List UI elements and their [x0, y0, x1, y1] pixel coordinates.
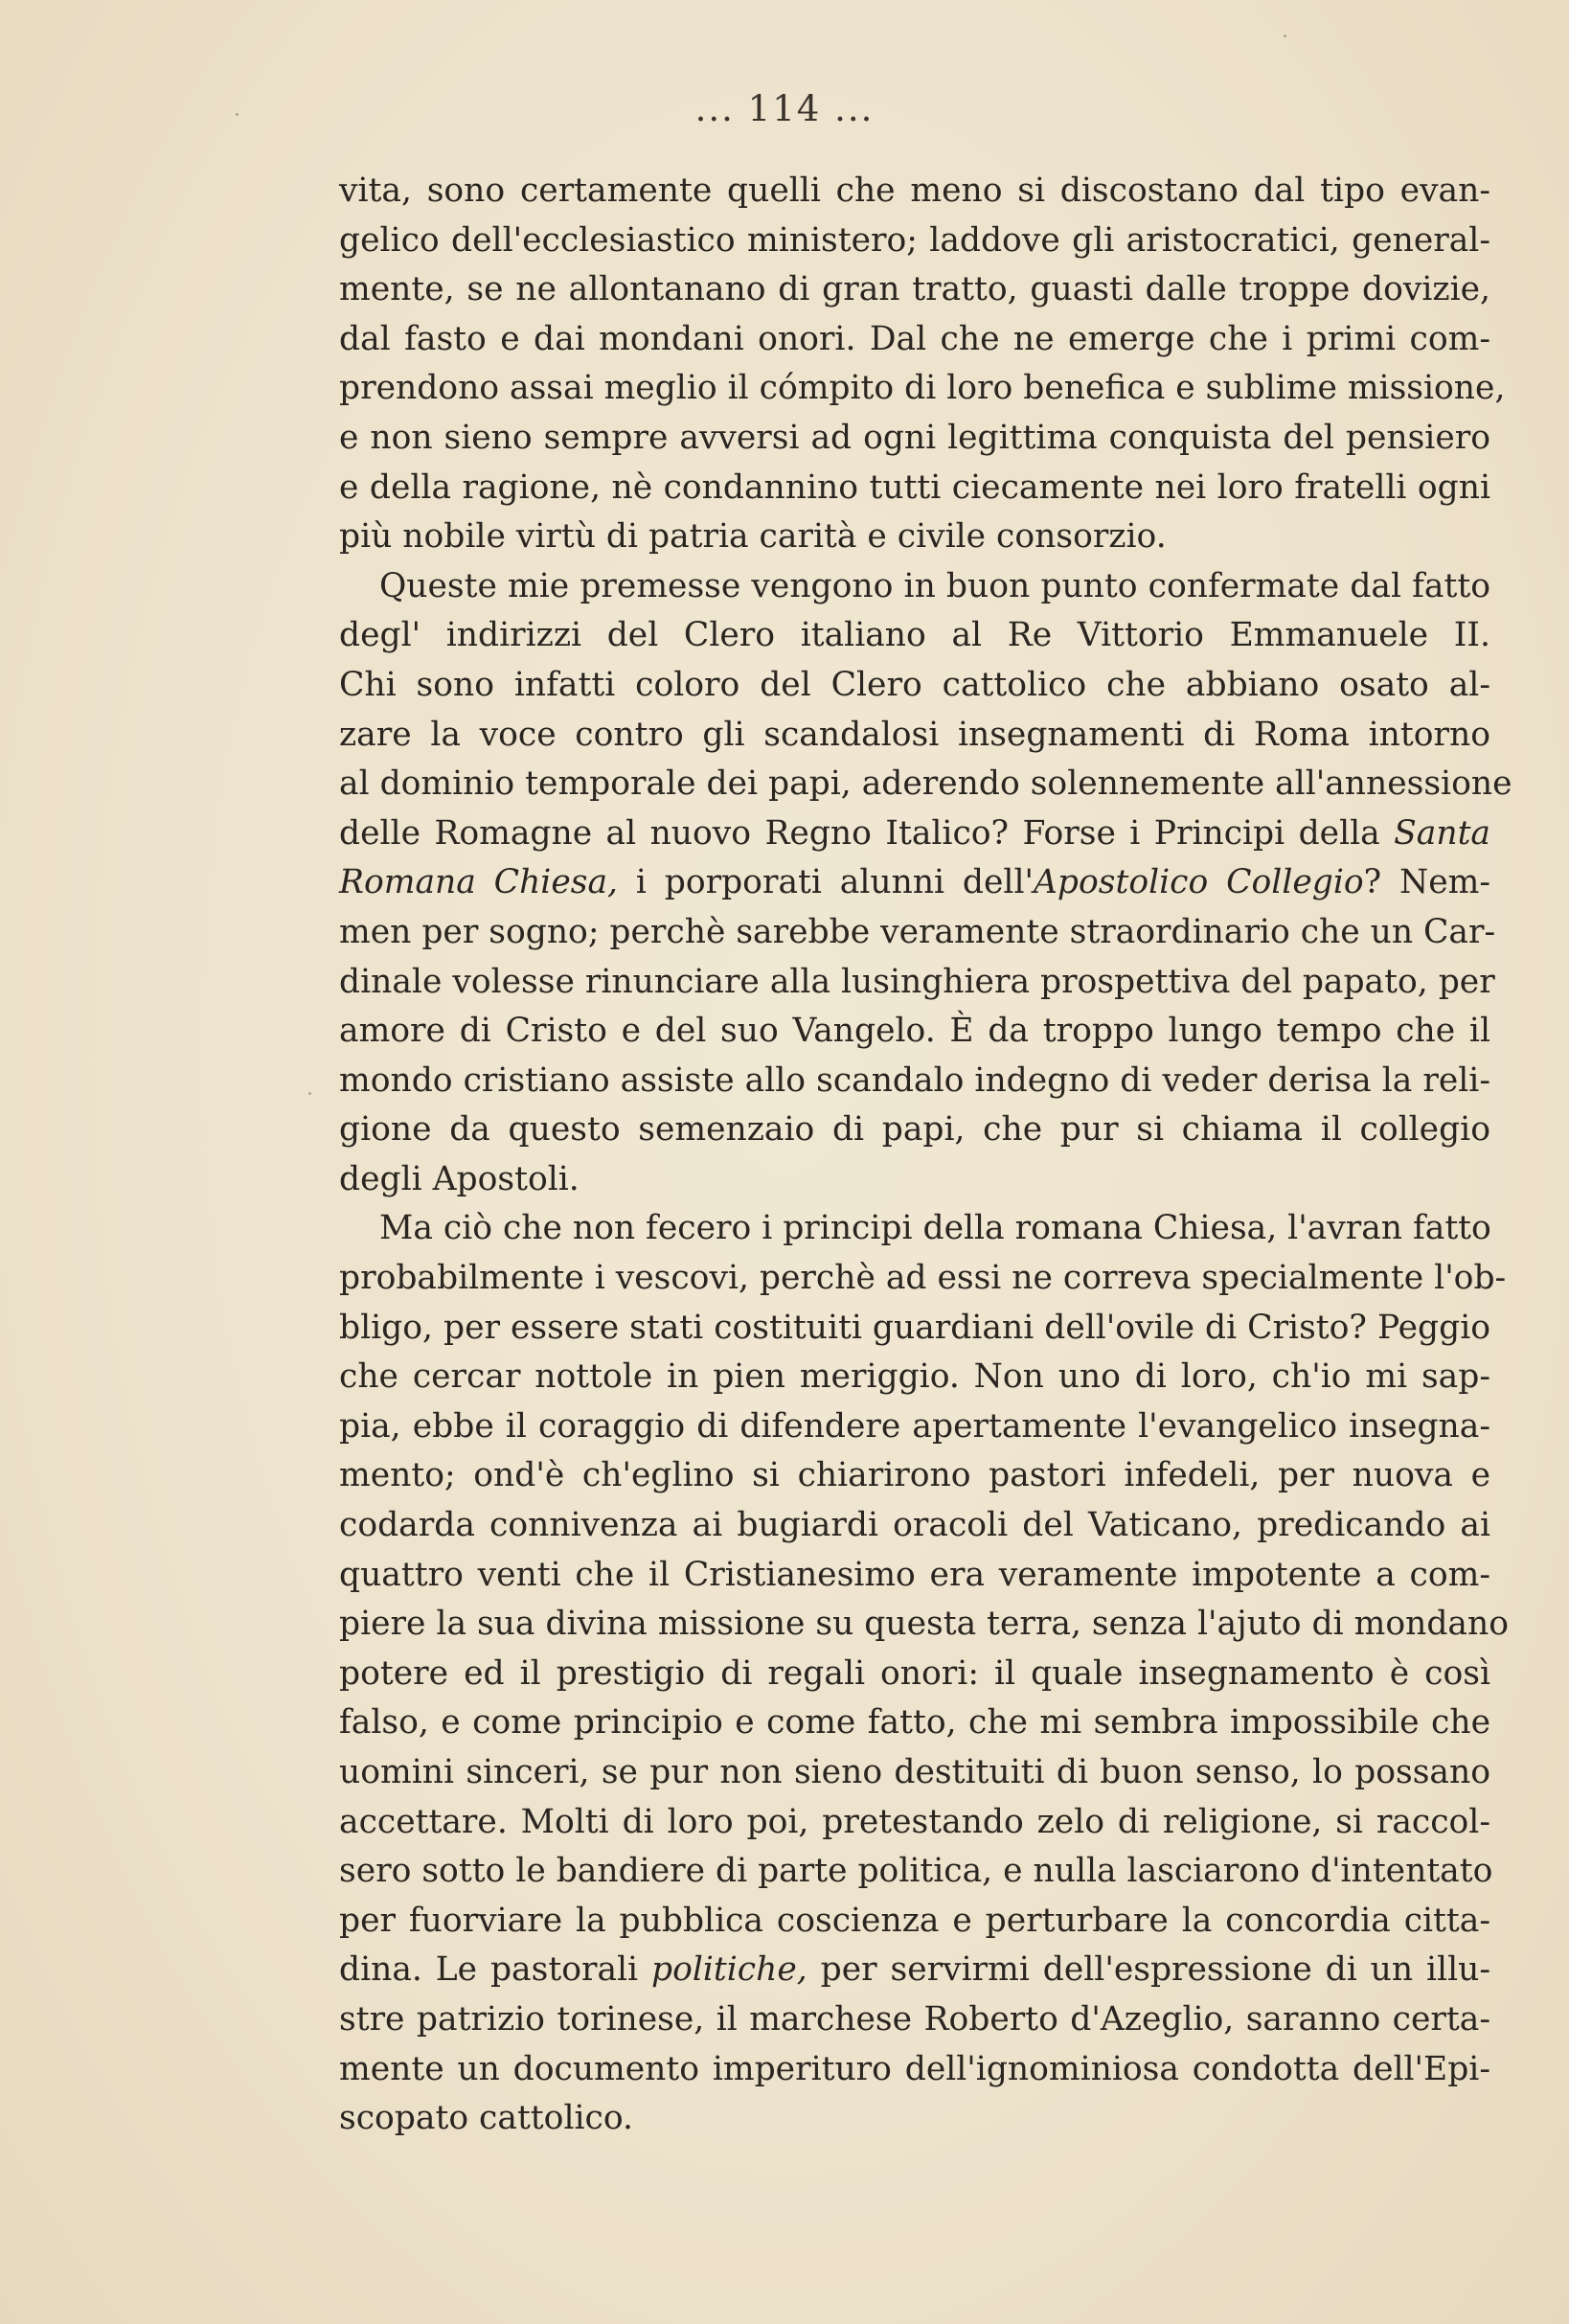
text-line: piere la sua divina missione su questa terra, senza l'ajuto di mondano — [339, 1605, 1509, 1644]
text-line: gione da questo semenzaio di papi, che pur si chiama il collegio — [339, 1110, 1490, 1150]
text-line: gelico dell'ecclesiastico ministero; laddove gli aristocratici, general- — [339, 220, 1490, 260]
line-text: ? Nem- — [1363, 863, 1491, 902]
italic-text: politiche, — [650, 1950, 807, 1990]
italic-text: Apostolico Collegio — [1033, 863, 1364, 902]
text-line: più nobile virtù di patria carità e civile consorzio. — [339, 517, 1167, 557]
text-line: pia, ebbe il coraggio di difendere apertamente l'evangelico insegna- — [339, 1406, 1490, 1446]
text-line: quattro venti che il Cristianesimo era veramente impotente a com- — [339, 1555, 1490, 1594]
text-line: e non sieno sempre avversi ad ogni legittima conquista del pensiero — [339, 418, 1490, 457]
line-text: delle Romagne al nuovo Regno Italico? Forse i Principi della — [339, 813, 1395, 853]
body-text — [339, 167, 1512, 2144]
text-line: zare la voce contro gli scandalosi insegnamenti di Roma intorno — [339, 715, 1490, 754]
text-line: Ma ciò che non fecero i principi della romana Chiesa, l'avran fatto — [379, 1209, 1491, 1248]
page-number: ... 114 ... — [694, 88, 875, 129]
text-line — [339, 858, 1490, 908]
text-line: vita, sono certamente quelli che meno si discostano dal tipo evan- — [339, 171, 1490, 210]
paper-speck — [1284, 34, 1286, 37]
text-line: che cercar nottole in pien meriggio. Non uno di loro, ch'io mi sap- — [339, 1357, 1490, 1397]
text-line: degl' indirizzi del Clero italiano al Re Vittorio Emmanuele II. — [339, 616, 1490, 655]
text-line: mondo cristiano assiste allo scandalo indegno di veder derisa la reli- — [339, 1060, 1490, 1100]
text-line: sero sotto le bandiere di parte politica, e nulla lasciarono d'intentato — [339, 1852, 1493, 1891]
text-line: dinale volesse rinunciare alla lusinghiera prospettiva del papato, per — [339, 962, 1495, 1001]
text-line: e della ragione, nè condannino tutti ciecamente nei loro fratelli ogni — [339, 467, 1490, 507]
text-line: scopato cattolico. — [339, 2099, 633, 2138]
text-line: men per sogno; perchè sarebbe veramente straordinario che un Car- — [339, 912, 1496, 951]
italic-text: Romana Chiesa, — [339, 863, 618, 902]
text-line: mente un documento imperituro dell'ignominiosa condotta dell'Epi- — [339, 2049, 1490, 2088]
text-line — [339, 809, 1490, 859]
text-line: accettare. Molti di loro poi, pretestando zelo di religione, si raccol- — [339, 1802, 1490, 1841]
line-text: per servirmi dell'espressione di un illu- — [807, 1950, 1490, 1990]
text-line: dal fasto e dai mondani onori. Dal che ne emerge che i primi com- — [339, 319, 1490, 358]
paragraph-3 — [339, 1204, 1509, 2143]
text-line: falso, e come principio e come fatto, che mi sembra impossibile che — [339, 1703, 1490, 1743]
paper-speck — [308, 1092, 311, 1095]
text-line: codarda connivenza ai bugiardi oracoli del Vaticano, predicando ai — [339, 1506, 1490, 1545]
text-line: probabilmente i vescovi, perchè ad essi ne correva specialmente l'ob- — [339, 1259, 1507, 1298]
text-line: potere ed il prestigio di regali onori: il quale insegnamento è così — [339, 1653, 1490, 1693]
text-line: Chi sono infatti coloro del Clero cattolico che abbiano osato al- — [339, 665, 1490, 704]
paragraph-2 — [339, 562, 1512, 1205]
line-text: dina. Le pastorali — [339, 1950, 651, 1990]
text-line: mente, se ne allontanano di gran tratto, guasti dalle troppe dovizie, — [339, 270, 1490, 309]
text-line: per fuorviare la pubblica coscienza e perturbare la concordia citta- — [339, 1901, 1490, 1940]
paper-speck — [236, 113, 239, 116]
text-line: bligo, per essere stati costituiti guardiani dell'ovile di Cristo? Peggio — [339, 1308, 1490, 1347]
text-line: uomini sinceri, se pur non sieno destituiti di buon senso, lo possano — [339, 1753, 1490, 1791]
text-line: stre patrizio torinese, il marchese Roberto d'Azeglio, saranno certa- — [339, 1999, 1490, 2039]
text-line: degli Apostoli. — [339, 1159, 580, 1198]
text-line — [339, 1946, 1490, 1995]
italic-text: Santa — [1394, 813, 1490, 853]
text-line: amore di Cristo e del suo Vangelo. È da troppo lungo tempo che il — [339, 1012, 1490, 1051]
text-line: Queste mie premesse vengono in buon punto confermate dal fatto — [379, 566, 1490, 605]
text-line: mento; ond'è ch'eglino si chiarirono pastori infedeli, per nuova e — [339, 1456, 1490, 1495]
paragraph-1 — [339, 167, 1506, 562]
text-line: prendono assai meglio il cómpito di loro benefica e sublime missione, — [339, 369, 1506, 408]
line-text: i porporati alunni dell' — [618, 863, 1034, 902]
text-line: al dominio temporale dei papi, aderendo solennemente all'annessione — [339, 764, 1512, 804]
